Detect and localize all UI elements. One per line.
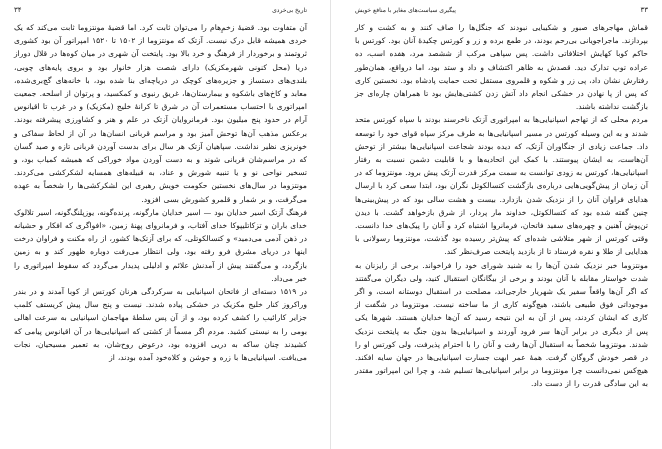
- right-running-head: پیگیری سیاست‌های مغایر با منافع خویش: [355, 7, 456, 14]
- paragraph: آن متفاوت بود. قضیهٔ زخمِ‌هام را می‌توان ثابت کرد. اما قضیهٔ مونتزوما ثابت می‌کند که یک خردی همیشه قابل درک نیست. آزتک که مونتزوما از ۱۵۰۲ تا ۱۵۲۰ امپراتور آن بود کشوری ثروتمند و برخوردار از فرهنگ و خرد بالا بود. پایتخت آن شهری در میان کوه‌ها در قلال دوراز دریا (محل کنونی شهرمکزیک) دارای شصت هزار خانوار بود و بروی پایه‌های چوبی، بلندی‌های دستساز و جزیره‌های کوچک در دریاچه‌ای بنا شده بود، با خانه‌های گچ‌بری‌شده، معابد و کاخ‌های باشکوه و بیمارستان‌ها، غریق رنبوی و کمکسید، و پرتوان از اسلحه. جمعیت امپراتوری با احتساب مستعمرات آن در شرق تا کرانهٔ خلیج (مکزیک) و در غرب تا اقیانوس آرام در حدود پنج میلیون بود. فرمانروایان آزتک در علم و هنر و کشاورزی پیشرفته بودند. برعکس مذهب آن‌ها توحش آمیز بود و مراسم قربانی انسان‌ها در آن از لحاظ سفاکی و خونریزی نظیر نداشت. سپاهیان آزتک هر سال برای بدست آوردن قربانی تازه و صید گسان که در مراسم‌شان قربانی شوند و به دست آوردن مواد خوراکی که همیشه کمیاب بود، و تسخیر نواحی نو و یا تنبیه شورش و عناد، به قبیله‌های همسایه لشکرکشی می‌کردند. مونتزوما در سال‌های نخستین حکومت خویش رهبری این لشکرکشی‌ها را شخصاً به عهده می‌گرفت، و بر شمار و قلمرو کشورش بسی افزود.: [14, 23, 308, 204]
- paragraph: در ۱۵۱۹ دسته‌ای از فاتحان اسپانیایی به سرکردگی هرنان کورتس از کوبا آمدند و در بندر وراکروز کنار خلیج مکزیک در خشکی پیاده شدند. نیست و پنج سال پیش کریستف کلمب جزایر کارائیب را کشف کرده بود، و از آن پس سلطهٔ مهاجمان اسپانیایی به سرعت اهالی بومی را به نیستی کشید. مردم اگر مسماً از کشتی که اسپانیایی‌ها در آن اقیانوس پیامی که کشیدند چنان ساکه به دریی افزوده بود، درعوض روح‌شان، به تعمیر مسیحیان، نجات می‌یافت. اسپانیایی‌ها با زره و جوشن و کلاه‌خود آمده بودند، از: [14, 287, 307, 363]
- paragraph: مونتزوما خبر نزدیک شدن آن‌ها را به شنید شورای خود را فراخواند. برخی از رایزنان به شدت خواستار مقابله با آنان بودند و برخی از بیگانگان استقبال کنید، ولی دیگران می‌گفتند که اگر آن‌ها واقعاً سفیر یک شهریار خارجی‌اند، مصلحت در استقبال دوستانه است، و اگر موجوداتی فوق طبیعی باشند، هیچ‌گونه کاری از ما ساخته نیست. مونتزوما در شگفت از کاری که ایشان کردند، پس از آن به این نتیجه رسید که آن‌ها خدایان هستند. شهرها یکی پس از دیگری در برابر آن‌ها سر فرود آوردند و اسپانیایی‌ها بدون جنگ به پایتخت نزدیک شدند. مونتزوما شخصاً به استقبال آن‌ها رفت و آنان را با احترام پذیرفت، ولی کورتس او را در قصر خودش گروگان گرفت. همهٔ عمر ابهت جسارت اسپانیایی‌ها در جهان سایه افکند. هیچ‌کس نمی‌دانست چرا مونتزوما در برابر اسپانیایی‌ها تسلیم شد، و چرا این امپراتور مقتدر به این سادگی قدرت را از دست داد.: [355, 260, 648, 389]
- left-running-head: تاریخ بی‌خردی: [272, 7, 307, 14]
- paragraph: فرهنگ آزتک اسیر خدایان بود — اسیر خدایان مارگونه، پرنده‌گونه، یوزپلنگ‌گونه، اسیر تلالوک خدای باران و تزکاتلیپوکا خدای آفتاب، و فرمانروای پهنهٔ زمین، «افواگری که افکار و حشیانه در ذهن آدمی می‌دمید» و کتسالکوتلی، که برای آزتک‌ها کشور، از راه مکنت و فراوان درخت اینها در دریای مشرق فرو رفته بود، ولی انتظار می‌رفت دوباره ظهور کند و به زمین بازگردد، و می‌گفتند پیش از آمدنش علائم و ادلیلی پدیدار می‌گردد که سقوط امپراتوری را خبر می‌داد.: [14, 207, 307, 283]
- paragraph: قماش مهاجرهای صبور و شکیبایی نبودند که جنگل‌ها را صاف کنند و به کشت و کار بپردازند. ماجراجویانی بی‌رحم بودند، در طمع برده و زر و کورتس چکیدهٔ آنان بود. کورتس با حاکم کوبا کهایش اختلافاتی داشت. پس سپاهی مرکب از ششصد مرد، هفده اسب، ده عراده توپ تدارک دید. قصدش به ظاهر اکتشاف و داد و ستد بود، اما درواقع، همان‌طور رفتارش نشان داد، پی زر و شکوه و قلمروی مستقل تحت حمایت پادشاه بود. نخستین کاری که پس از پا نهادن در خشکی انجام داد آتش زدن کشتی‌هایش بود تا همراهان چاره‌ای جز بازگشت نداشته باشند.: [355, 23, 648, 112]
- right-page-number: ۳۳: [640, 6, 648, 14]
- right-page: [331, 0, 662, 449]
- left-page-header: [14, 6, 307, 15]
- paragraph: مردم محلی که از تهاجم اسپانیایی‌ها به امپراتوری آزتک ناخرسند بودند با سپاه کورتس متحد شدند و به این وسیله کورتس در مسیر اسپانیایی‌ها به طرف مرکز سپاه قوای خود را توسعه داد. جماعت زیادی از جنگاوران آزتک، که دیده بودند شجاعت اسپانیایی‌ها بیشتر از توحش آن‌هاست، به ایشان پیوستند. با کمک این اتحادیه‌ها و با قابلیت دشمن نسبت به رفتار اسپانیایی‌ها، کورتس به زودی توانست به سمت مرکز قدرت آزتک پیش برود. مونتزوما که در آن زمان از پیش‌گویی‌هایی درباره‌ی بازگشت کتسالکوتل نگران بود، ابتدا سعی کرد با ارسال هدایای فراوان آنان را از نزدیک شدن بازدارد. بیست و هشت سالی بود که در پیش‌بینی‌ها چنین گفته شده بود که کتسالکوتل، خداوند مار پردار، از شرق بازخواهد گشت. با دیدن تن‌پوش آهنین و چهره‌های سفید فاتحان، فرمانروا اشتباه کرد و آنان را پیک‌های خدا دانست. وقتی کورتس از شهر متلاشی شده‌ای که پیش‌تر رسیده بود گذشت، مونتزوما رسولانی با هدایایی از طلا و نقره فرستاد تا از بازدید پایتخت صرف‌نظر کند.: [355, 115, 648, 257]
- left-page-number: ۳۴: [14, 6, 22, 14]
- left-page-body: [14, 21, 307, 364]
- right-page-header: [355, 6, 648, 15]
- right-page-body: [355, 21, 648, 391]
